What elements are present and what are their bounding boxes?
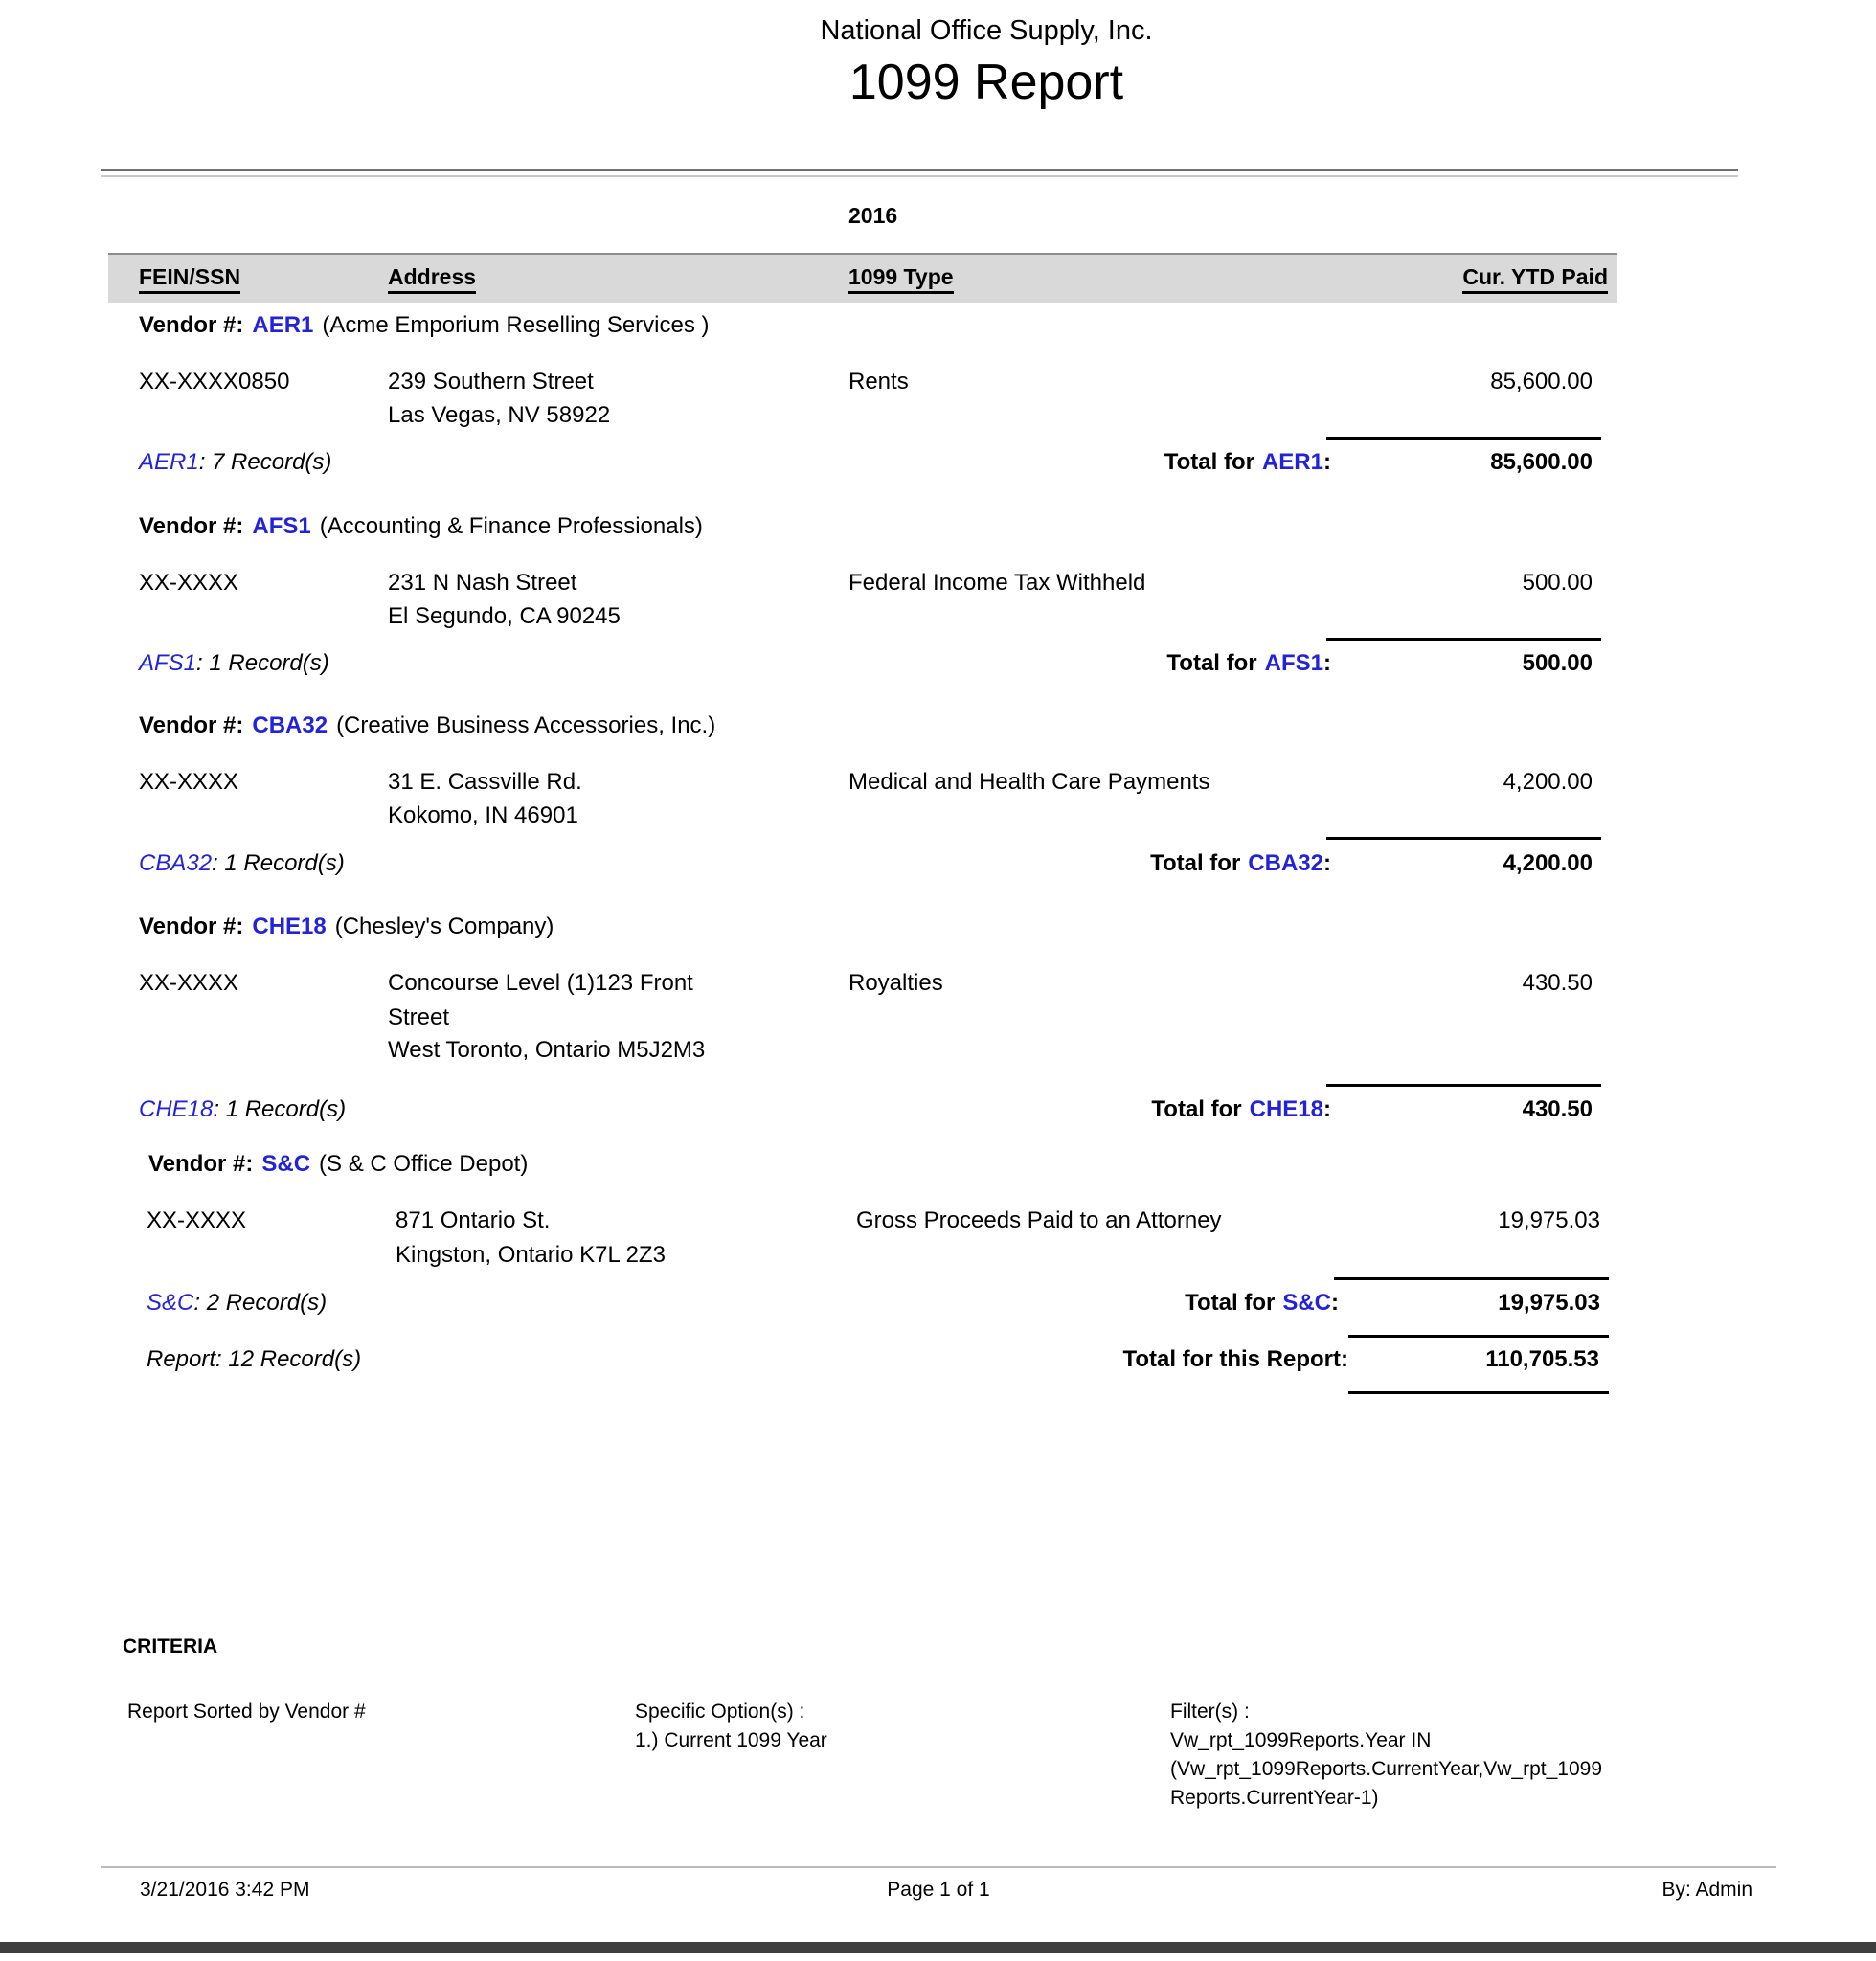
records-text: : 1 Record(s) [213,1096,347,1122]
title-divider-light [101,175,1738,177]
total-for-text: Total for [1185,1290,1276,1316]
criteria-filter-line: (Vw_rpt_1099Reports.CurrentYear,Vw_rpt_1099 [1170,1758,1602,1780]
total-for-text: Total for [1166,650,1257,676]
column-header-fein [139,264,240,290]
colon: : [1323,650,1331,676]
type-value: Gross Proceeds Paid to an Attorney [856,1207,1222,1233]
total-label [958,650,1331,677]
vendor-number-label: Vendor #: [139,513,244,539]
address-line: 871 Ontario St. [396,1207,551,1233]
amount-value: 19,975.03 [1498,1207,1600,1233]
address-line: Kingston, Ontario K7L 2Z3 [396,1242,666,1268]
criteria-options-label: Specific Option(s) : [635,1701,805,1723]
address-line: Concourse Level (1)123 Front [388,970,693,996]
type-value: Medical and Health Care Payments [848,769,1210,795]
vendor-code: CBA32 [139,850,213,876]
fein-value: XX-XXXX [139,970,239,996]
report-year: 2016 [848,203,898,228]
address-line: 31 E. Cassville Rd. [388,769,582,795]
total-amount: 85,600.00 [1490,449,1593,475]
sum-rule [1326,638,1601,641]
title-divider-dark [101,169,1738,171]
vendor-heading [139,312,710,339]
vendor-code: CHE18 [139,1096,214,1122]
vendor-heading [139,513,703,540]
records-text: : 12 Record(s) [215,1346,362,1372]
report-sum-rule-bottom [1348,1391,1609,1394]
vendor-heading [139,712,715,739]
vendor-code: S&C [1282,1290,1331,1316]
report-records-count [147,1346,361,1373]
column-header-type-label: 1099 Type [848,264,954,294]
records-count [147,1290,327,1317]
total-label [958,850,1331,877]
total-amount: 500.00 [1522,650,1593,676]
total-amount: 19,975.03 [1498,1290,1600,1316]
vendor-code: AER1 [1261,449,1323,475]
column-header-paid-label: Cur. YTD Paid [1462,264,1608,294]
vendor-code: CBA32 [1248,850,1323,876]
amount-value: 500.00 [1522,570,1593,596]
total-amount: 4,200.00 [1503,850,1593,876]
column-header-type [848,264,954,290]
total-label [965,1290,1339,1317]
company-name: National Office Supply, Inc. [820,15,1153,46]
records-text: : 1 Record(s) [196,650,329,676]
report-sum-rule-top [1348,1335,1609,1338]
vendor-code-link[interactable]: CBA32 [252,712,328,738]
vendor-heading [139,913,554,940]
bottom-edge-bar [0,1942,1876,1953]
criteria-heading: CRITERIA [123,1635,218,1657]
fein-value: XX-XXXX [139,570,239,596]
records-count [139,1096,346,1123]
footer-datetime: 3/21/2016 3:42 PM [140,1879,310,1901]
type-value: Federal Income Tax Withheld [848,570,1146,596]
vendor-number-label: Vendor #: [139,712,244,738]
records-text: : 1 Record(s) [212,850,345,876]
address-line: Kokomo, IN 46901 [388,802,578,828]
records-text: : 2 Record(s) [193,1290,328,1316]
total-label [958,449,1331,476]
column-header-address [388,264,476,290]
vendor-code: AER1 [139,449,199,475]
address-line: 239 Southern Street [388,369,594,394]
address-line: Street [388,1004,450,1030]
criteria-filter-line: Vw_rpt_1099Reports.Year IN [1170,1729,1432,1751]
sum-rule [1326,437,1601,440]
fein-value: XX-XXXX0850 [139,369,290,394]
table-header-band [108,253,1617,303]
amount-value: 430.50 [1522,970,1593,996]
address-line: 231 N Nash Street [388,570,577,596]
fein-value: XX-XXXX [139,769,239,795]
total-for-text: Total for [1150,850,1241,876]
sum-rule [1334,1277,1609,1280]
colon: : [1331,1290,1339,1316]
total-label [958,1096,1331,1123]
address-line: West Toronto, Ontario M5J2M3 [388,1037,706,1063]
records-count [139,850,345,877]
sum-rule [1326,1084,1601,1087]
column-header-paid [1462,264,1608,290]
total-amount: 430.50 [1522,1096,1593,1122]
vendor-number-label: Vendor #: [148,1151,254,1177]
type-value: Royalties [848,970,943,996]
fein-value: XX-XXXX [147,1207,247,1233]
vendor-number-label: Vendor #: [139,913,244,939]
vendor-code: AFS1 [1264,650,1323,676]
report-total-amount: 110,705.53 [1485,1346,1599,1372]
sum-rule [1326,837,1601,840]
vendor-code-link[interactable]: AER1 [252,312,314,338]
report-total-label: Total for this Report: [1122,1346,1348,1372]
vendor-name: (Creative Business Accessories, Inc.) [336,712,716,738]
type-value: Rents [848,369,909,394]
vendor-code: CHE18 [1249,1096,1323,1122]
vendor-name: (Chesley's Company) [334,913,554,939]
footer-author: By: Admin [1661,1879,1752,1901]
vendor-heading [148,1151,528,1178]
criteria-sort: Report Sorted by Vendor # [127,1701,366,1723]
vendor-code-link[interactable]: S&C [261,1151,311,1177]
address-line: El Segundo, CA 90245 [388,603,621,629]
colon: : [1323,850,1331,876]
criteria-filter-line: Reports.CurrentYear-1) [1170,1787,1379,1809]
vendor-name: (S & C Office Depot) [319,1151,529,1177]
colon: : [1323,449,1331,475]
criteria-option: 1.) Current 1099 Year [635,1729,827,1751]
vendor-code-link[interactable]: AFS1 [252,513,311,539]
records-text: : 7 Record(s) [198,449,332,475]
vendor-code: AFS1 [139,650,197,676]
vendor-code: S&C [147,1290,194,1316]
records-count [139,650,329,677]
vendor-name: (Acme Emporium Reselling Services ) [322,312,710,338]
total-for-text: Total for [1151,1096,1242,1122]
records-count [139,449,331,476]
colon: : [1323,1096,1331,1122]
vendor-code-link[interactable]: CHE18 [252,913,327,939]
criteria-filters-label: Filter(s) : [1170,1701,1250,1723]
report-title: 1099 Report [848,55,1124,110]
footer-page: Page 1 of 1 [887,1879,990,1901]
amount-value: 85,600.00 [1490,369,1593,394]
vendor-name: (Accounting & Finance Professionals) [319,513,703,539]
amount-value: 4,200.00 [1503,769,1593,795]
footer-divider [101,1866,1776,1868]
column-header-fein-label: FEIN/SSN [139,264,240,294]
vendor-number-label: Vendor #: [139,312,244,338]
address-line: Las Vegas, NV 58922 [388,402,611,428]
report-word: Report [147,1346,216,1372]
column-header-address-label: Address [388,264,476,294]
total-for-text: Total for [1164,449,1254,475]
